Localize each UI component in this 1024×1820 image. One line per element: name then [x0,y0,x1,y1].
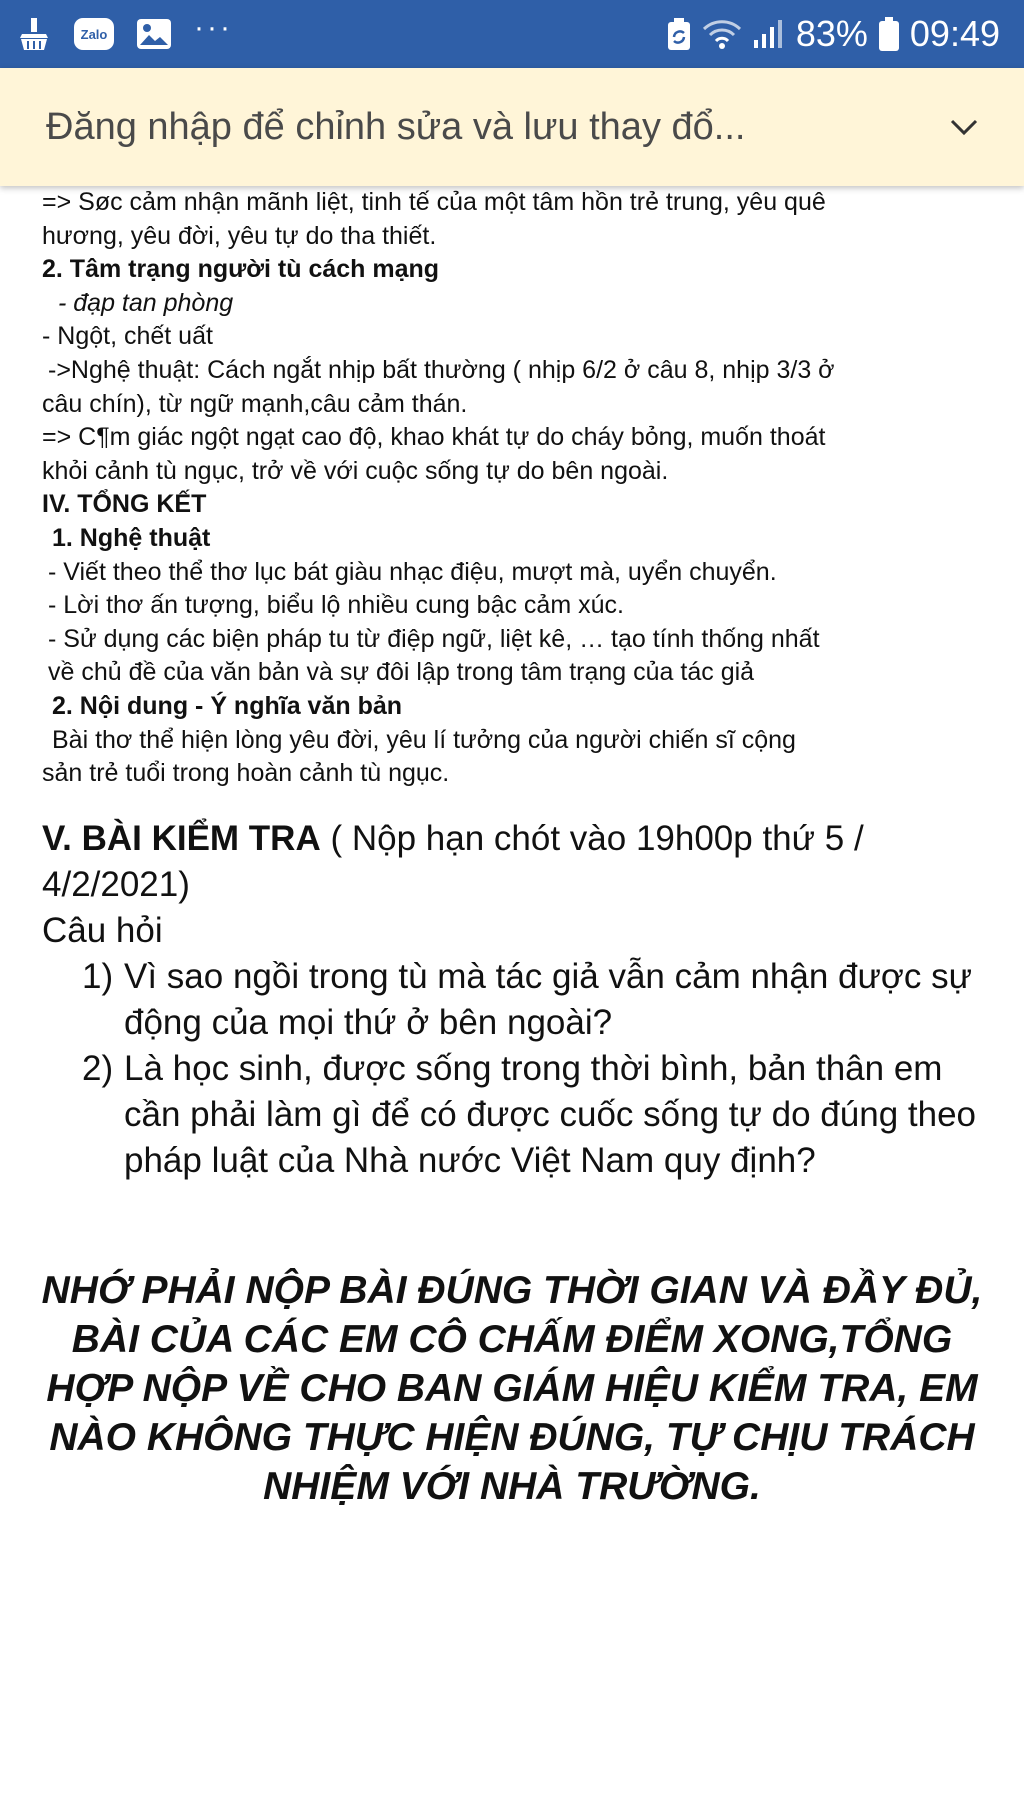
battery-icon [878,16,900,52]
status-bar [0,0,1024,68]
section-heading: 2. Nội dung - Ý nghĩa văn bản [52,691,403,720]
question-text: Vì sao ngồi trong tù mà tác giả vẫn cảm nhận được sự động của mọi thứ ở bên ngoài? [124,957,973,1042]
section-heading: IV. TỔNG KẾT [42,490,207,519]
text-line: hương, yêu đời, yêu tự do tha thiết. [42,221,437,250]
text-line: câu chín), từ ngữ mạnh,câu cảm thán. [42,389,468,418]
battery-saver-icon [666,17,692,51]
test-heading: V. BÀI KIỂM TRA [42,819,321,858]
gallery-icon [136,18,172,50]
signal-icon [752,18,786,50]
question-number: 2) [82,1049,114,1088]
section-heading: 2. Tâm trạng người tù cách mạng [42,255,440,284]
submission-notice: NHỚ PHẢI NỘP BÀI ĐÚNG THỜI GIAN VÀ ĐẦY ĐỦ, BÀI CỦA CÁC EM CÔ CHẤM ĐIỂM XONG,TỔNG HỢP NỘP VỀ CHO BAN GIÁM HIỆU KIỂM TRA, EM NÀO KHÔNG THỰC HIỆN ĐÚNG, TỰ CHỊU TRÁCH NHIỆM VỚI NHÀ TRƯỜNG. [41,1269,983,1508]
text-line: về chủ đề của văn bản và sự đôi lập trong tâm trạng của tác giả [48,658,755,687]
text-line: - Viết theo thể thơ lục bát giàu nhạc điệu, mượt mà, uyển chuyển. [48,557,777,586]
text-line: Bài thơ thể hiện lòng yêu đời, yêu lí tưởng của người chiến sĩ cộng [52,725,796,754]
lesson-notes [42,186,1002,791]
text-line: - Lời thơ ấn tượng, biểu lộ nhiều cung bậc cảm xúc. [48,591,624,620]
text-line: khỏi cảnh tù ngục, trở về với cuộc sống tự do bên ngoài. [42,456,669,485]
text-line: ->Nghệ thuật: Cách ngắt nhịp bất thường ( nhịp 6/2 ở câu 8, nhịp 3/3 ở [48,355,835,384]
test-deadline: ( Nộp hạn chót vào 19h00p thứ 5 / 4/2/2021) [42,819,864,904]
text-line: => C¶m giác ngột ngạt cao độ, khao khát tự do cháy bỏng, muốn thoát [42,423,826,452]
login-banner-text[interactable]: Đăng nhập để chỉnh sửa và lưu thay đổ... [46,105,746,148]
login-banner[interactable] [0,68,1024,186]
question-text: Là học sinh, được sống trong thời bình, bản thân em cần phải làm gì để có được cuốc sống tự do đúng theo pháp luật của Nhà nước Việt Nam quy định? [124,1049,977,1180]
question-item [42,954,992,1046]
wifi-icon [702,19,742,49]
clock: 09:49 [909,13,1000,54]
text-line: => Søc cảm nhận mãnh liệt, tinh tế của một tâm hồn trẻ trung, yêu quê [42,188,826,216]
battery-percent: 83% [795,13,868,54]
questions-label: Câu hỏi [42,911,163,950]
test-section [42,816,992,1184]
question-item [42,1046,992,1184]
chevron-down-icon[interactable] [944,107,984,147]
text-line: - Ngột, chết uất [42,322,213,351]
status-bar-notifications [16,11,255,52]
text-line: - đạp tan phòng [58,288,234,317]
broom-icon [16,16,52,52]
text-line: sản trẻ tuổi trong hoàn cảnh tù ngục. [42,759,450,788]
status-bar-system [666,13,1000,55]
more-notifications-icon: ··· [194,11,233,44]
section-heading: 1. Nghệ thuật [52,523,211,552]
question-number: 1) [82,957,114,996]
text-line: - Sử dụng các biện pháp tu từ điệp ngữ, liệt kê, … tạo tính thống nhất [48,624,820,653]
test-title [42,816,992,908]
zalo-icon: Zalo [74,18,114,50]
